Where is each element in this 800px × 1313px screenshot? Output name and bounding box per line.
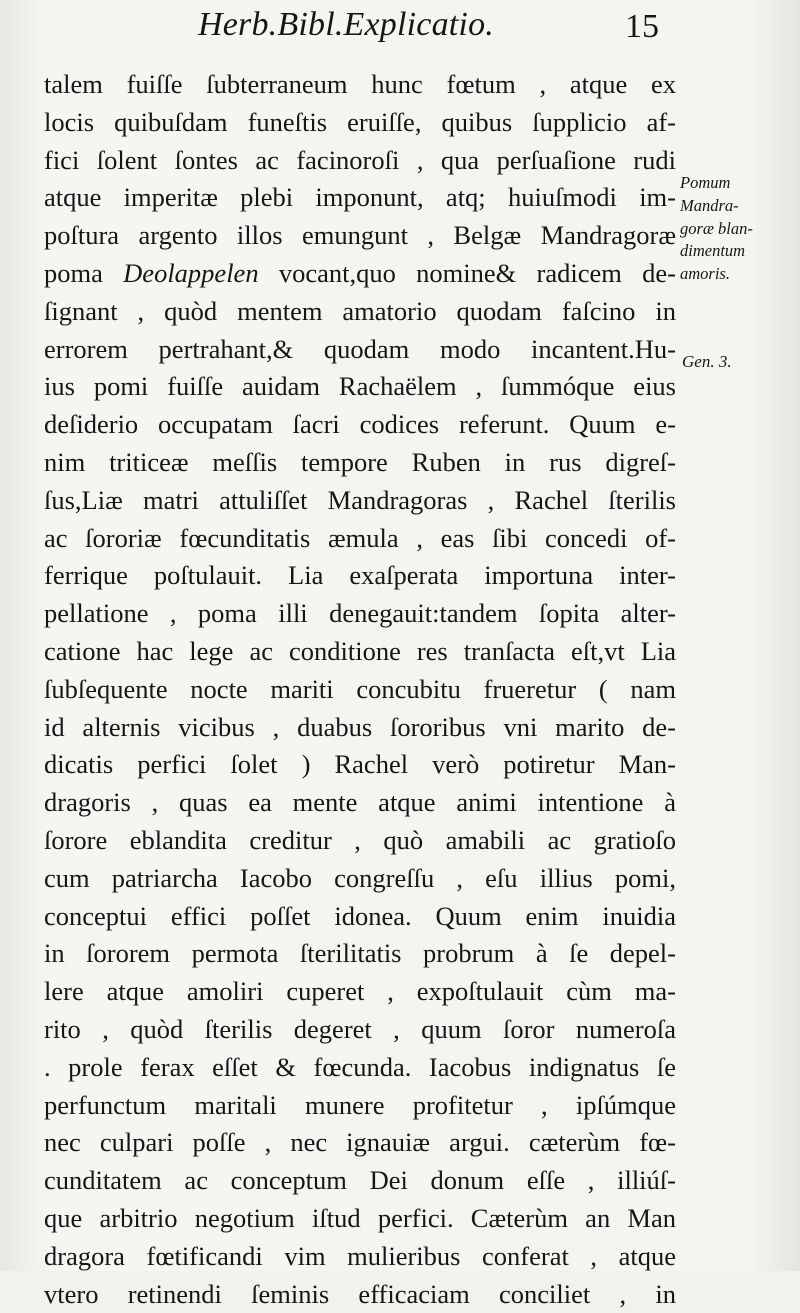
marginal-note-line: Pomum [680, 172, 798, 195]
text-line-18: id alternis vicibus , duabus ſororibus vni marito de- [44, 709, 676, 747]
text-line-7: ſignant , quòd mentem amatorio quodam faſcino in [44, 293, 676, 331]
text-line-26: rito , quòd ſterilis degeret , quum ſoror numeroſa [44, 1011, 676, 1049]
text-line-28: perfunctum maritali munere profitetur , ipſúmque [44, 1087, 676, 1125]
text-line-2: locis quibuſdam funeſtis eruiſſe, quibus ſupplicio af- [44, 104, 676, 142]
text-line-5: poſtura argento illos emungunt , Belgæ Mandragoræ [44, 217, 676, 255]
italic-term-deolappelen: Deolappelen [123, 258, 258, 288]
text-line-9: ius pomi fuiſſe auidam Rachaëlem , ſummóque eius [44, 368, 676, 406]
running-title: Herb.Bibl.Explicatio. [198, 6, 494, 44]
text-line-8: errorem pertrahant,& quodam modo incantent.Hu- [44, 331, 676, 369]
page-number: 15 [625, 8, 659, 46]
marginal-note-line: goræ blan- [680, 218, 798, 241]
text-line-23: conceptui effici poſſet idonea. Quum enim inuidia [44, 898, 676, 936]
text-line-27: . prole ferax eſſet & fœcunda. Iacobus indignatus ſe [44, 1049, 676, 1087]
text-line-16: catione hac lege ac conditione res tranſacta eſt,vt Lia [44, 633, 676, 671]
text-line-24: in ſororem permota ſterilitatis probrum à ſe depel- [44, 935, 676, 973]
text-line-10: deſiderio occupatam ſacri codices referunt. Quum e- [44, 406, 676, 444]
text-line-33: vtero retinendi ſeminis efficaciam conciliet , in [44, 1276, 676, 1313]
marginal-note-line: dimentum [680, 240, 798, 263]
marginal-note-line: amoris. [680, 263, 798, 286]
text-line-20: dragoris , quas ea mente atque animi intentione à [44, 784, 676, 822]
text-line-1: talem fuiſſe ſubterraneum hunc fœtum , atque ex [44, 66, 676, 104]
marginal-note [680, 172, 798, 286]
text-line-21: ſorore eblandita creditur , quò amabili ac gratioſo [44, 822, 676, 860]
text-line-6 [44, 255, 676, 293]
text-line-31: que arbitrio negotium iſtud perfici. Cæterùm an Man [44, 1200, 676, 1238]
text-line-15: pellatione , poma illi denegauit:tandem ſopita alter- [44, 595, 676, 633]
text-line-13: ac ſororiæ fœcunditatis æmula , eas ſibi concedi of- [44, 520, 676, 558]
text-line-25: lere atque amoliri cuperet , expoſtulauit cùm ma- [44, 973, 676, 1011]
text-line-14: ferrique poſtulauit. Lia exaſperata importuna inter- [44, 557, 676, 595]
main-text-block [44, 66, 676, 1313]
marginal-note-line: Mandra- [680, 195, 798, 218]
text-line-17: ſubſequente nocte mariti concubitu frueretur ( nam [44, 671, 676, 709]
text-line-3: fici ſolent ſontes ac facinoroſi , qua perſuaſione rudi [44, 142, 676, 180]
scripture-reference: Gen. 3. [682, 352, 732, 372]
text-line-6-end: vocant,quo nomine& radicem de- [279, 258, 676, 288]
text-line-6-start: poma [44, 258, 103, 288]
text-line-32: dragora fœtificandi vim mulieribus conferat , atque [44, 1238, 676, 1276]
text-line-11: nim triticeæ meſſis tempore Ruben in rus digreſ- [44, 444, 676, 482]
text-line-29: nec culpari poſſe , nec ignauiæ argui. cæterùm fœ- [44, 1124, 676, 1162]
text-line-30: cunditatem ac conceptum Dei donum eſſe , illiúſ- [44, 1162, 676, 1200]
text-line-19: dicatis perfici ſolet ) Rachel verò potiretur Man- [44, 746, 676, 784]
text-line-22: cum patriarcha Iacobo congreſſu , eſu illius pomi, [44, 860, 676, 898]
text-line-12: ſus,Liæ matri attuliſſet Mandragoras , Rachel ſterilis [44, 482, 676, 520]
text-line-4: atque imperitæ plebi imponunt, atq; huiuſmodi im- [44, 179, 676, 217]
